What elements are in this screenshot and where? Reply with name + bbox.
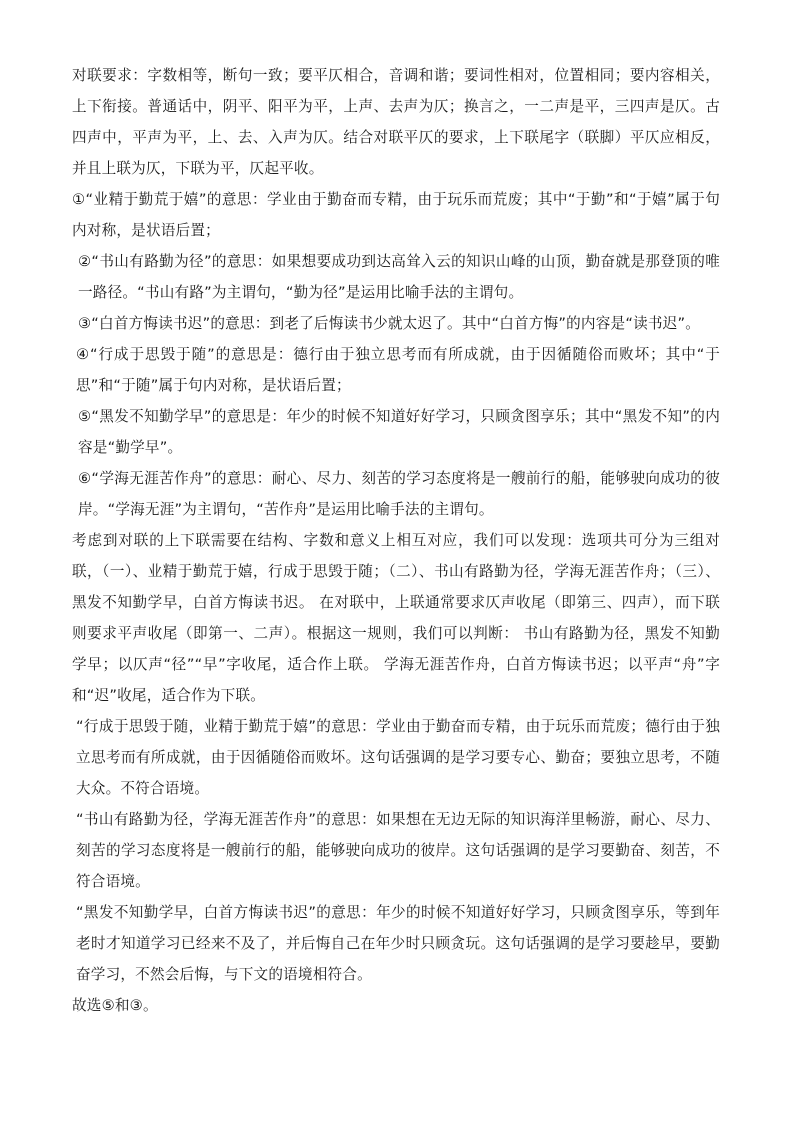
item-1-paragraph: ①“业精于勤荒于嬉”的意思：学业由于勤奋而专精，由于玩乐而荒废；其中“于勤”和“于嬉”属于句内对称，是状语后置；	[72, 191, 720, 239]
analysis-paragraph: 考虑到对联的上下联需要在结构、字数和意义上相互对应，我们可以发现：选项共可分为三组对联，（一）、业精于勤荒于嬉，行成于思毁于随；（二）、书山有路勤为径，学海无涯苦作舟；（三）、黑发不知勤学早，白首方悔读书迟。 在对联中，上联通常要求仄声收尾（即第三、四声），而下联则要求平声收尾（即第一、二声）。根据这一规则，我们可以判断： 书山有路勤为径，黑发不知勤学早；以仄声“径”“早”字收尾，适合作上联。 学海无涯苦作舟，白首方悔读书迟；以平声“舟”字和“迟”收尾，适合作为下联。	[72, 532, 720, 704]
item-6-paragraph: ⑥“学海无涯苦作舟”的意思：耐心、尽力、刻苦的学习态度将是一艘前行的船，能够驶向成功的彼岸。“学海无涯”为主谓句，“苦作舟”是运用比喻手法的主谓句。	[78, 470, 720, 518]
option-a-paragraph: “行成于思毁于随，业精于勤荒于嬉”的意思：学业由于勤奋而专精，由于玩乐而荒废；德行由于独立思考而有所成就，由于因循随俗而败坏。这句话强调的是学习要专心、勤奋；要独立思考，不随大众。不符合语境。	[76, 718, 720, 797]
item-4-paragraph: ④“行成于思毁于随”的意思是：德行由于独立思考而有所成就，由于因循随俗而败坏；其中“于思”和“于随”属于句内对称，是状语后置；	[76, 346, 720, 394]
item-5-paragraph: ⑤“黑发不知勤学早”的意思是：年少的时候不知道好好学习，只顾贪图享乐；其中“黑发不知”的内容是“勤学早”。	[78, 408, 720, 456]
option-c-paragraph: “黑发不知勤学早，白首方悔读书迟”的意思：年少的时候不知道好好学习，只顾贪图享乐，等到年老时才知道学习已经来不及了，并后悔自己在年少时只顾贪玩。这句话强调的是学习要趁早，要勤奋学习，不然会后悔，与下文的语境相符合。	[76, 904, 720, 983]
answer-explanation	[72, 60, 720, 1021]
item-2-paragraph: ②“书山有路勤为径”的意思：如果想要成功到达高耸入云的知识山峰的山顶，勤奋就是那登顶的唯一路径。“书山有路”为主谓句，“勤为径”是运用比喻手法的主谓句。	[78, 253, 720, 301]
item-3-paragraph: ③“白首方悔读书迟”的意思：到老了后悔读书少就太迟了。其中“白首方悔”的内容是“读书迟”。	[78, 315, 701, 332]
option-b-paragraph: “书山有路勤为径，学海无涯苦作舟”的意思：如果想在无边无际的知识海洋里畅游，耐心、尽力、刻苦的学习态度将是一艘前行的船，能够驶向成功的彼岸。这句话强调的是学习要勤奋、刻苦，不符合语境。	[76, 811, 720, 890]
conclusion-paragraph: 故选⑤和③。	[72, 997, 158, 1014]
couplet-rules-paragraph: 对联要求：字数相等，断句一致；要平仄相合，音调和谐；要词性相对，位置相同；要内容相关，上下衔接。普通话中，阴平、阳平为平，上声、去声为仄；换言之，一二声是平，三四声是仄。古四声中，平声为平，上、去、入声为仄。结合对联平仄的要求，上下联尾字（联脚）平仄应相反，并且上联为仄，下联为平，仄起平收。	[72, 67, 720, 177]
